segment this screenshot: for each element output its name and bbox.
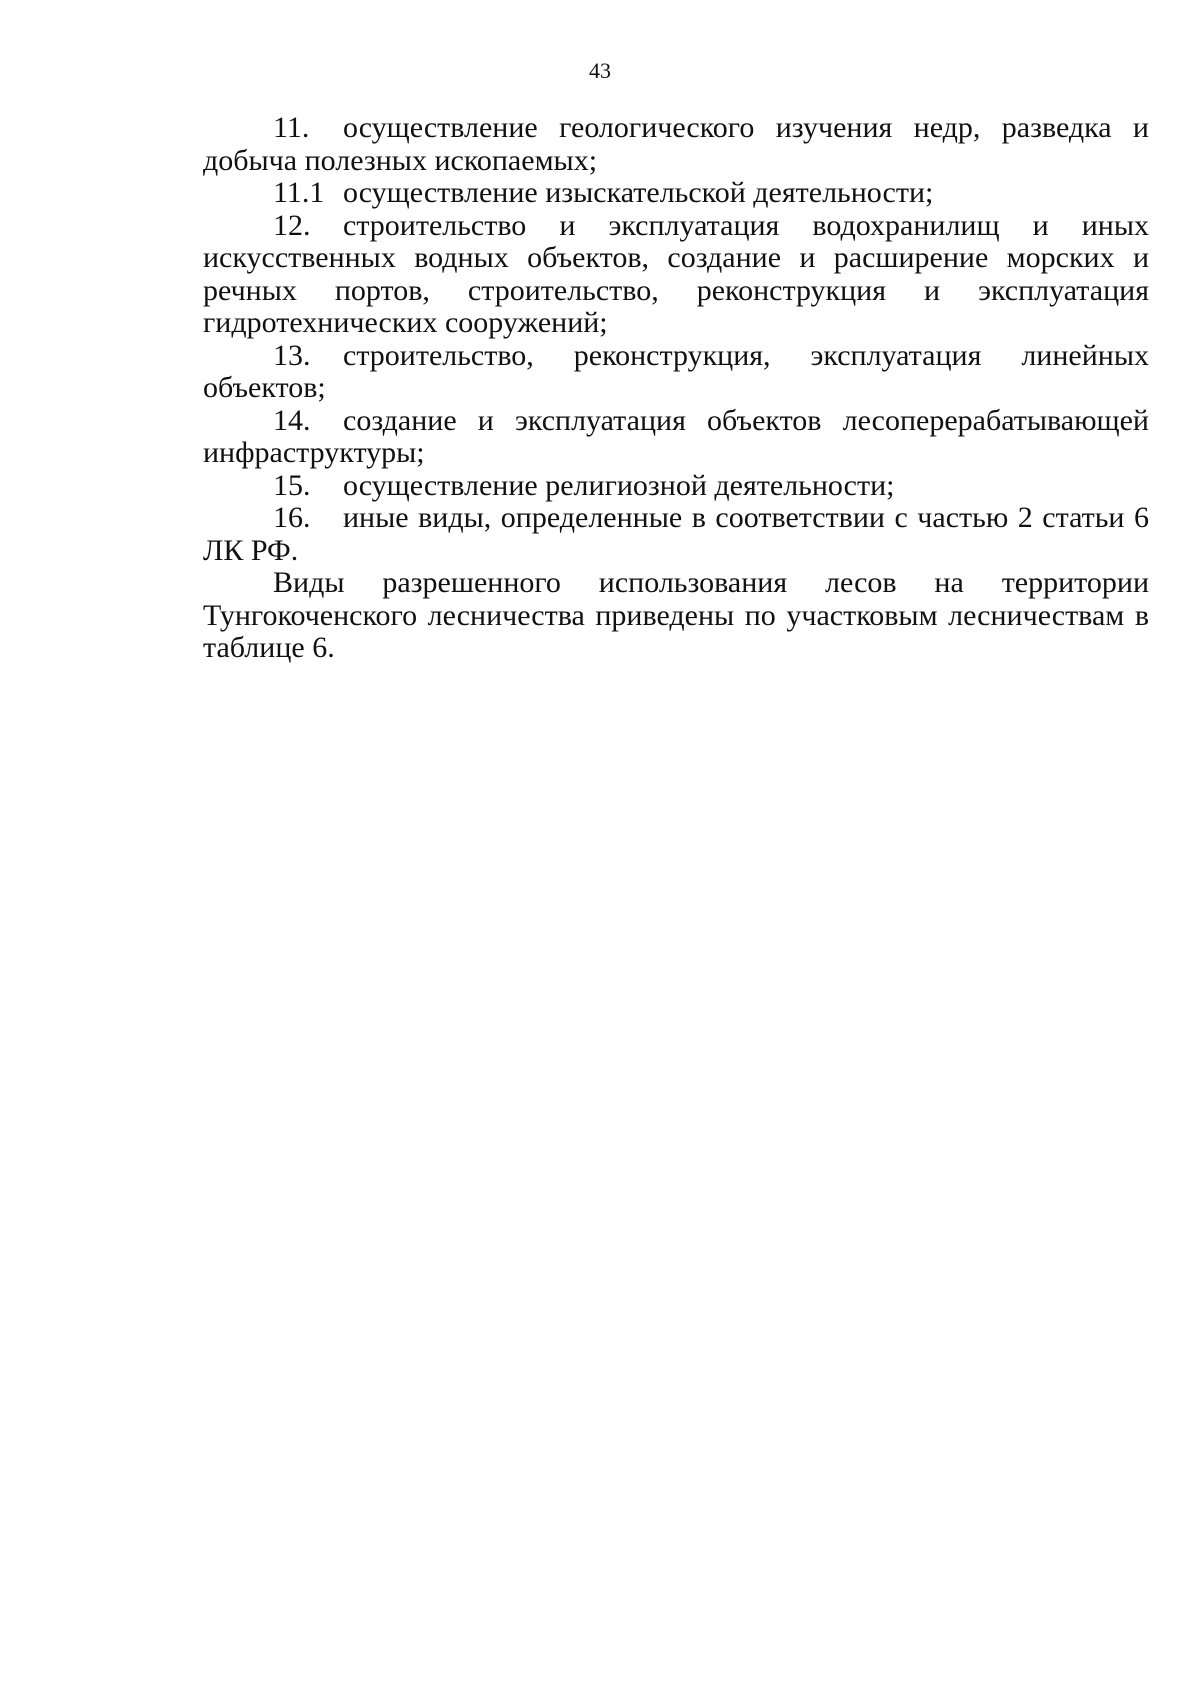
item-number: 16. [273,501,311,534]
item-number: 14. [273,403,311,437]
list-item-14 [203,405,1149,470]
list-item-11 [203,112,1149,177]
list-item-15 [203,470,1149,503]
list-item-11-1 [203,177,1149,210]
item-number: 15. [273,468,311,502]
item-text: создание и эксплуатация объектов лесоперерабатывающей инфраструктуры; [203,403,1149,469]
item-text: осуществление религиозной деятельности; [343,468,895,502]
list-item-13 [203,340,1149,405]
document-body [203,112,1149,665]
item-number: 12. [273,208,311,242]
list-item-16 [203,502,1149,567]
item-number: 11.1 [273,176,325,209]
item-text: строительство, реконструкция, эксплуатация линейных объектов; [203,338,1149,404]
item-number: 11. [273,111,310,144]
item-text: осуществление изыскательской деятельности; [343,176,934,209]
closing-paragraph: Виды разрешенного использования лесов на территории Тунгокоченского лесничества приведены по участковым лесничествам в таблице 6. [203,566,1149,664]
item-text: осуществление геологического изучения недр, разведка и добыча полезных ископаемых; [203,111,1149,177]
page-number: 43 [589,58,611,83]
list-item-12 [203,210,1149,340]
item-text: строительство и эксплуатация водохранилищ и иных искусственных водных объектов, создание и расширение морских и речных портов, строительство, реконструкция и эксплуатация гидротехнических сооружений; [203,208,1149,339]
item-text: иные виды, определенные в соответствии с частью 2 статьи 6 ЛК РФ. [203,501,1149,567]
item-number: 13. [273,338,311,372]
